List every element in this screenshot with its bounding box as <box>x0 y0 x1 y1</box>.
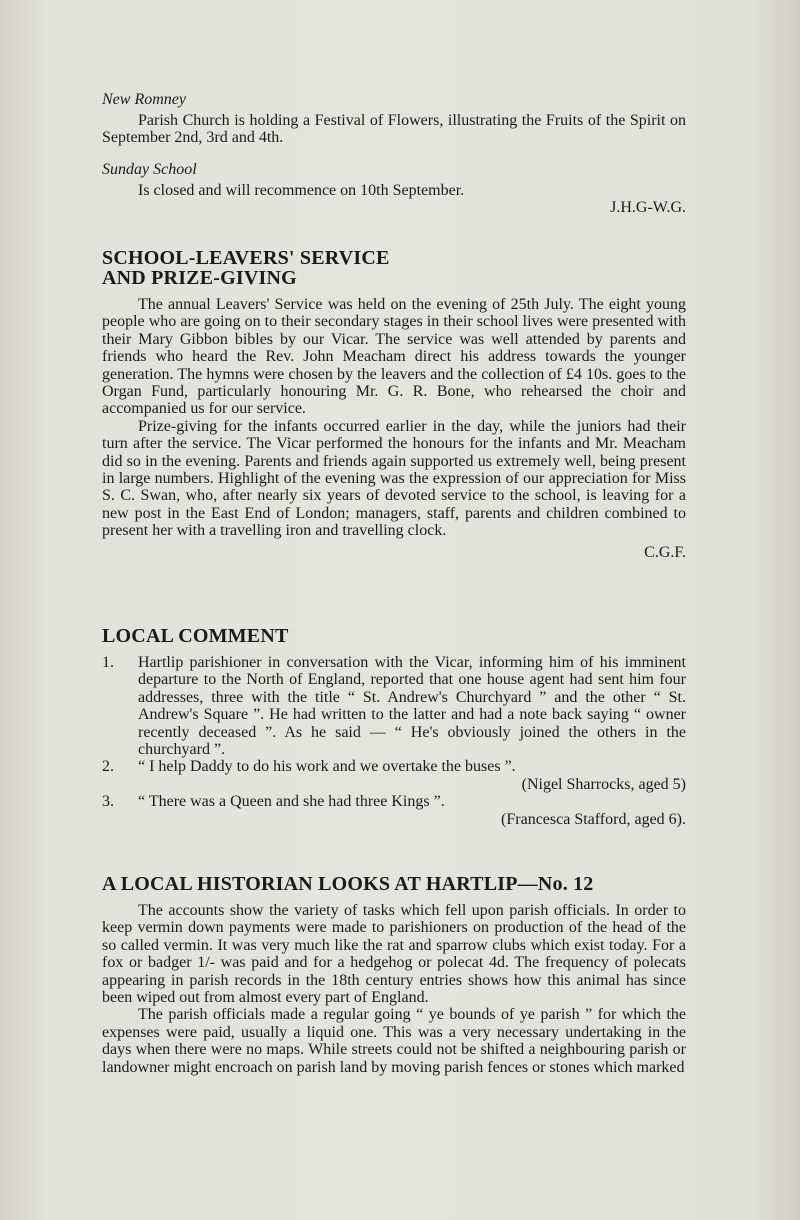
comment-item-1 <box>102 654 686 758</box>
sunday-school-signature: J.H.G-W.G. <box>610 199 686 217</box>
comment-item-2 <box>102 758 686 775</box>
school-leavers-section <box>102 248 686 563</box>
comment-item-3 <box>102 793 686 810</box>
comment-item-3-attribution: (Francesca Stafford, aged 6). <box>501 810 686 828</box>
historian-para2: The parish officials made a regular going “ ye bounds of ye parish ” for which the expenses were paid, usually a liquid one. This was a very necessary undertaking in the days when there were no maps. While streets could not be shifted a neighbouring parish or landowner might encroach on parish land by moving parish fences or stones which marked <box>102 1006 686 1076</box>
comment-item-2-num: 2. <box>102 758 114 776</box>
school-leavers-signature: C.G.F. <box>644 543 686 561</box>
local-comment-section <box>102 626 686 828</box>
sunday-school-text: Is closed and will recommence on 10th September. <box>138 182 465 199</box>
comment-item-3-text: “ There was a Queen and she had three Kings ”. <box>138 793 445 811</box>
school-leavers-para2: Prize-giving for the infants occurred earlier in the day, while the juniors had their turn after the service. The Vicar performed the honours for the infants and Mr. Meacham did so in the evening. Parents and friends again supported us extremely well, being present in large numbers. Highlight of the evening was the expression of our appreciation for Miss S. C. Swan, who, after nearly six years of devoted service to the school, is leaving for a new post in the East End of London; managers, staff, parents and children combined to present her with a travelling iron and travelling clock. <box>102 417 686 540</box>
local-comment-title: LOCAL COMMENT <box>102 625 289 647</box>
new-romney-text: Parish Church is holding a Festival of Flowers, illustrating the Fruits of the Spirit on September 2nd, 3rd and 4th. <box>102 112 686 147</box>
comment-item-2-attribution: (Nigel Sharrocks, aged 5) <box>521 775 686 793</box>
sunday-school-section <box>102 160 686 218</box>
school-leavers-title-line2: AND PRIZE-GIVING <box>102 267 297 289</box>
sunday-school-heading: Sunday School <box>102 161 197 178</box>
historian-title: A LOCAL HISTORIAN LOOKS AT HARTLIP—No. 12 <box>102 873 594 895</box>
school-leavers-title-line1: SCHOOL-LEAVERS' SERVICE <box>102 247 390 269</box>
comment-item-2-text: “ I help Daddy to do his work and we overtake the buses ”. <box>138 758 516 776</box>
historian-section <box>102 874 686 1076</box>
new-romney-heading: New Romney <box>102 91 186 108</box>
historian-para1: The accounts show the variety of tasks which fell upon parish officials. In order to keep vermin down payments were made to parishioners on production of the head of the so called vermin. It was very much like the rat and sparrow clubs which exist today. For a fox or badger 1/- was paid and for a hedgehog or polecat 4d. The frequency of polecats appearing in parish records in the 18th century entries shows how this animal has since been wiped out from almost every part of England. <box>102 902 686 1007</box>
school-leavers-para1: The annual Leavers' Service was held on the evening of 25th July. The eight young people who are going on to their secondary stages in their school lives were presented with their Mary Gibbon bibles by our Vicar. The service was well attended by parents and friends who heard the Rev. John Meacham direct his address towards the younger generation. The hymns were chosen by the leavers and the collection of £4 10s. goes to the Organ Fund, particularly honouring Mr. G. R. Bone, who rehearsed the choir and accompanied us for our service. <box>102 296 686 418</box>
comment-item-1-text: Hartlip parishioner in conversation with the Vicar, informing him of his imminent departure to the North of England, reported that one house agent had sent him four addresses, three with the title “ St. Andrew's Churchyard ” and the other “ St. Andrew's Square ”. He had written to the latter and had a note back saying “ owner recently deceased ”. As he said — “ He's obviously joined the others in the churchyard ”. <box>138 654 686 759</box>
comment-item-1-num: 1. <box>102 654 114 671</box>
comment-item-3-num: 3. <box>102 793 114 811</box>
new-romney-section <box>102 90 686 147</box>
